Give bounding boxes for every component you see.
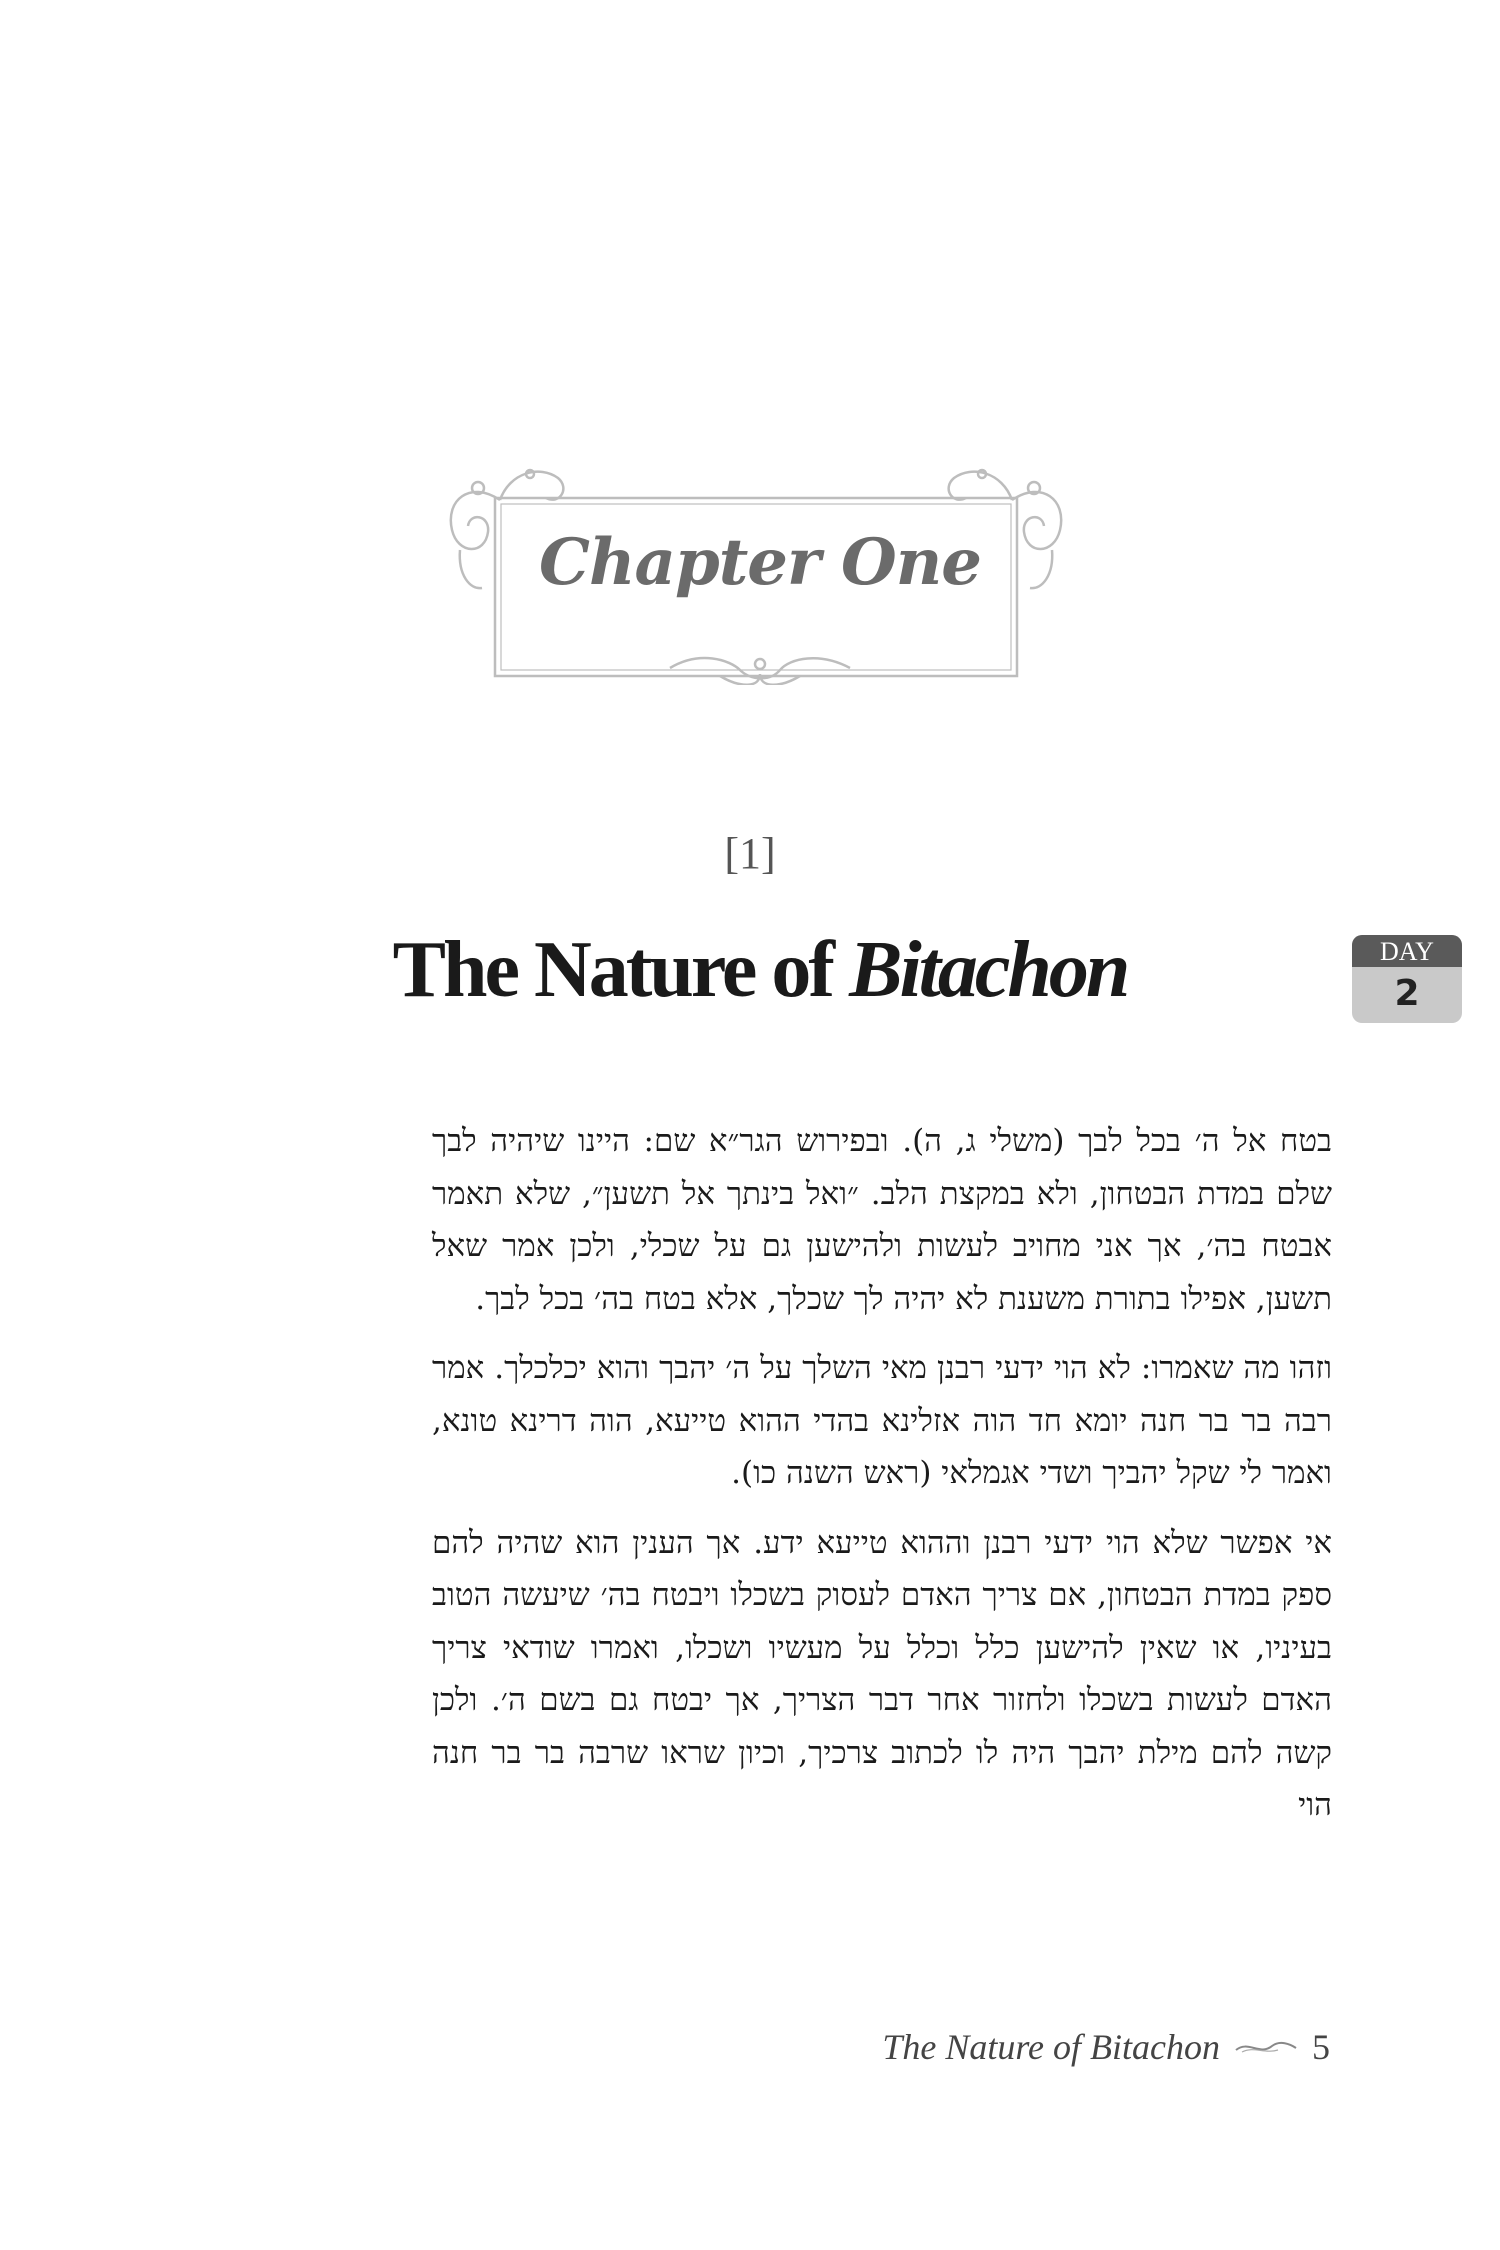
section-heading-main: The Nature of	[392, 926, 850, 1014]
section-heading-italic: Bitachon	[849, 926, 1128, 1014]
paragraph: אי אפשר שלא הוי ידעי רבנן וההוא טייעא ידע. אך הענין הוא שהיה להם ספק במדת הבטחון, אם צריך האדם לעסוק בשכלו ויבטח בה׳ שיעשה הטוב בעיניו, או שאין להישען כלל וכלל על מעשיו ושכלו, ואמרו שודאי צריך האדם לעשות בשכלו ולחזור אחר דבר הצריך, אך יבטח גם בשם ה׳. ולכן קשה להם מילת יהבך היה לו לכתוב צרכיך, וכיון שראו שרבה בר בר חנה הוי	[432, 1524, 1332, 1823]
paragraph: וזהו מה שאמרו: לא הוי ידעי רבנן מאי השלך על ה׳ יהבך והוא יכלכלך. אמר רבה בר בר חנה יומא חד הוה אזלינא בהדי ההוא טייעא, הוה דרינא טונא, ואמר לי שקל יהביך ושדי אגמלאי (ראש השנה כו).	[432, 1350, 1332, 1491]
section-number: [1]	[724, 829, 776, 878]
section-heading	[380, 925, 1140, 1016]
hebrew-body-text	[432, 1115, 1332, 1849]
page-footer	[882, 2022, 1330, 2072]
page-number: 5	[1312, 2027, 1330, 2067]
running-title: The Nature of Bitachon	[882, 2027, 1220, 2067]
paragraph: בטח אל ה׳ בכל לבך (משלי ג, ה). ובפירוש הגר״א שם: היינו שיהיה לבך שלם במדת הבטחון, ולא במקצת הלב. ״ואל בינתך אל תשען״, שלא תאמר אבטח בה׳, אך אני מחויב לעשות ולהישען גם על שכלי, ולכן אמר שאל תשען, אפילו בתורת משענת לא יהיה לך שכלך, אלא בטח בה׳ בכל לבך.	[432, 1123, 1332, 1317]
day-tab-number: 2	[1394, 973, 1420, 1014]
day-tab	[1352, 935, 1462, 1023]
swash-ornament-icon	[1234, 2036, 1298, 2058]
day-tab-label: DAY	[1352, 935, 1462, 967]
chapter-title: Chapter One	[539, 525, 981, 600]
